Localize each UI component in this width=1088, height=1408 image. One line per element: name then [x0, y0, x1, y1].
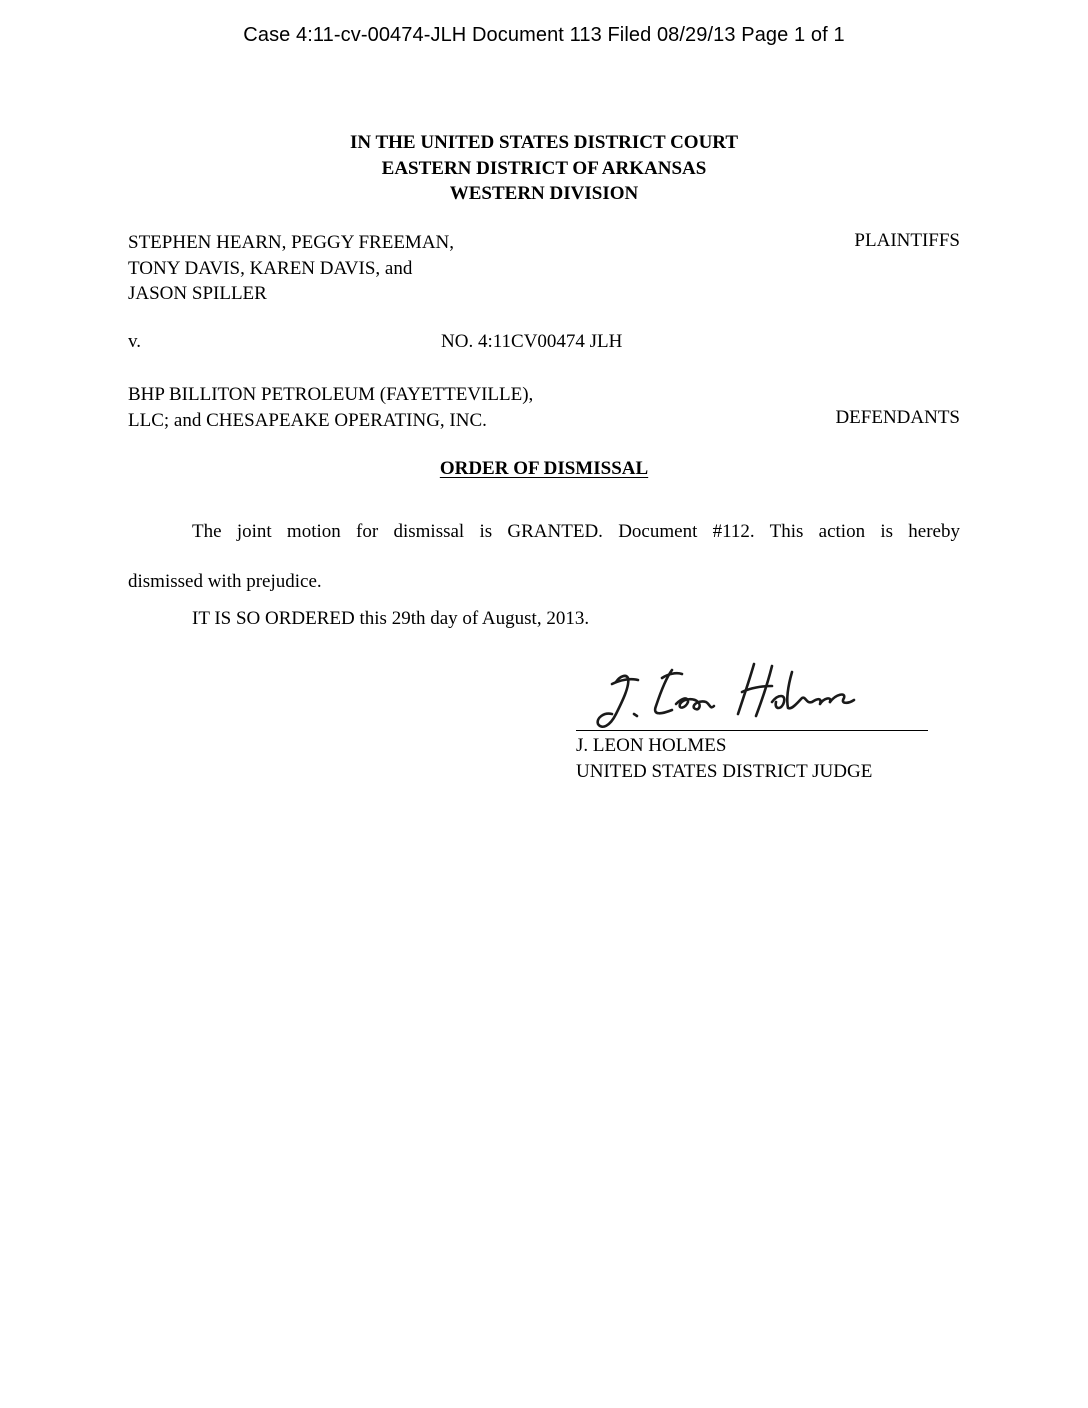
defendants-line-2: LLC; and CHESAPEAKE OPERATING, INC. — [128, 409, 487, 431]
judge-block — [576, 733, 872, 784]
defendants-line-1: BHP BILLITON PETROLEUM (FAYETTEVILLE), — [128, 384, 534, 405]
signature-line — [576, 730, 928, 731]
order-body-line-1: The joint motion for dismissal is GRANTED. Document #112. This action is hereby — [192, 521, 960, 542]
versus-label: v. — [128, 331, 142, 352]
handwritten-signature — [576, 656, 930, 736]
court-heading-line-3: WESTERN DIVISION — [449, 183, 639, 204]
court-heading — [0, 130, 1088, 207]
order-body — [128, 507, 960, 607]
judge-signature — [576, 656, 930, 736]
judge-title: UNITED STATES DISTRICT JUDGE — [576, 760, 873, 782]
order-body-line-2: dismissed with prejudice. — [128, 571, 322, 592]
court-heading-line-1: IN THE UNITED STATES DISTRICT COURT — [349, 132, 739, 153]
so-ordered-statement: IT IS SO ORDERED this 29th day of August, 2013. — [192, 608, 590, 629]
judge-name: J. LEON HOLMES — [576, 735, 727, 756]
plaintiffs-line-2: TONY DAVIS, KAREN DAVIS, and — [128, 257, 413, 279]
plaintiffs-names — [128, 230, 454, 307]
defendants-label: DEFENDANTS — [835, 407, 960, 428]
case-number: NO. 4:11CV00474 JLH — [441, 331, 623, 352]
order-title: ORDER OF DISMISSAL — [439, 458, 649, 479]
defendants-names — [128, 382, 533, 433]
court-heading-line-2: EASTERN DISTRICT OF ARKANSAS — [381, 157, 707, 179]
case-header-stamp: Case 4:11-cv-00474-JLH Document 113 Filed 08/29/13 Page 1 of 1 — [243, 24, 845, 46]
plaintiffs-label: PLAINTIFFS — [854, 230, 960, 251]
plaintiffs-line-3: JASON SPILLER — [128, 283, 267, 304]
plaintiffs-line-1: STEPHEN HEARN, PEGGY FREEMAN, — [128, 232, 455, 253]
